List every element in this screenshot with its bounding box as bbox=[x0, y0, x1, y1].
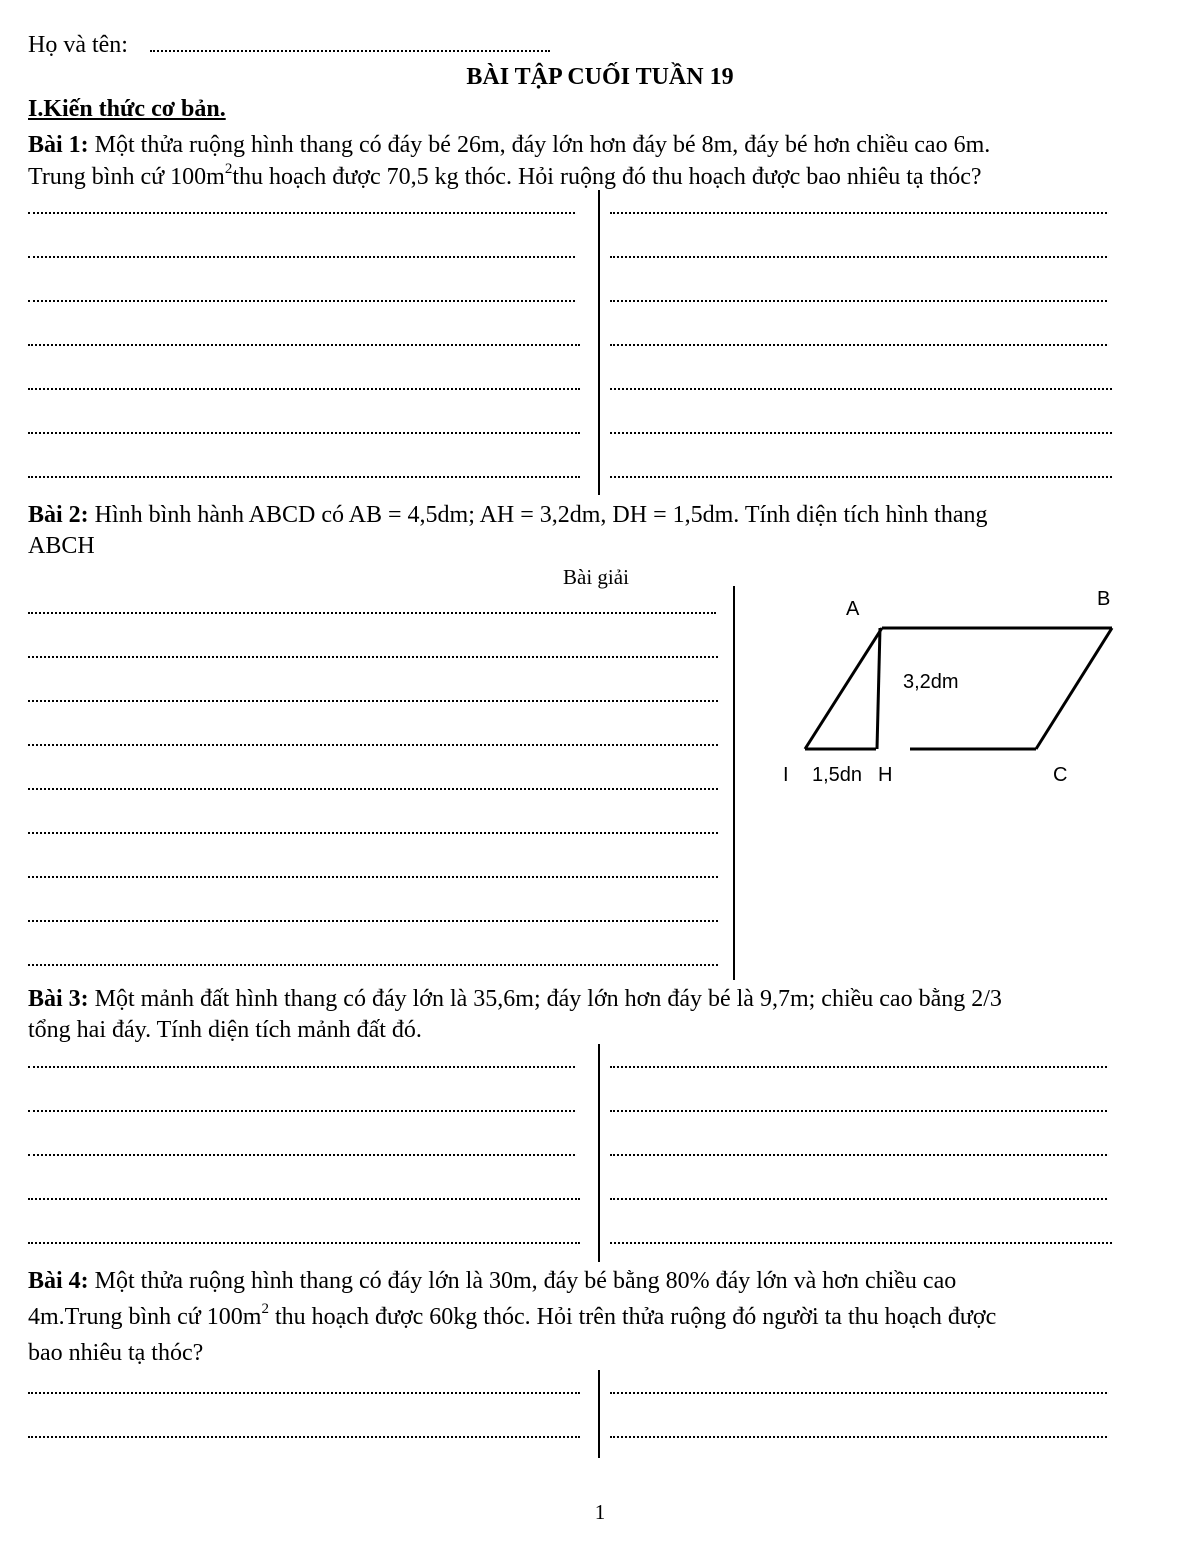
answer-line[interactable] bbox=[610, 1110, 1107, 1112]
answer-line[interactable] bbox=[28, 964, 718, 966]
answer-line[interactable] bbox=[610, 388, 1112, 390]
exercise-1-text-1: Một thửa ruộng hình thang có đáy bé 26m, đáy lớn hơn đáy bé 8m, đáy bé hơn chiều cao 6m. bbox=[88, 132, 991, 158]
side-bc bbox=[1036, 628, 1112, 749]
exercise-3-line-1 bbox=[28, 984, 1002, 1014]
vertex-c-label: C bbox=[1053, 764, 1068, 786]
height-ah bbox=[877, 628, 880, 749]
exercise-1-text-2a: Trung bình cứ 100m bbox=[28, 164, 225, 190]
answer-line[interactable] bbox=[28, 1198, 580, 1200]
vertex-d-label: I bbox=[783, 764, 789, 786]
answer-line[interactable] bbox=[610, 1242, 1112, 1244]
answer-line[interactable] bbox=[28, 1242, 580, 1244]
answer-line[interactable] bbox=[28, 212, 575, 214]
exercise-3-label: Bài 3: bbox=[28, 986, 89, 1012]
column-divider bbox=[598, 1370, 600, 1458]
answer-line[interactable] bbox=[610, 1198, 1107, 1200]
answer-line[interactable] bbox=[28, 476, 580, 478]
answer-line[interactable] bbox=[610, 1436, 1107, 1438]
exercise-4-superscript: 2 bbox=[261, 1301, 269, 1317]
exercise-4-text-2b: thu hoạch được 60kg thóc. Hỏi trên thửa ruộng đó người ta thu hoạch được bbox=[268, 1304, 997, 1330]
answer-line[interactable] bbox=[28, 920, 718, 922]
exercise-2-line-2: ABCH bbox=[28, 533, 95, 559]
exercise-4-text-2a: 4m.Trung bình cứ 100m bbox=[28, 1304, 262, 1330]
answer-line[interactable] bbox=[610, 300, 1107, 302]
answer-line[interactable] bbox=[610, 432, 1112, 434]
answer-line[interactable] bbox=[610, 1154, 1107, 1156]
exercise-1-superscript: 2 bbox=[224, 161, 233, 177]
solution-label: Bài giải bbox=[563, 565, 629, 589]
exercise-1-line-2 bbox=[28, 162, 982, 192]
exercise-2-text-1: Hình bình hành ABCD có AB = 4,5dm; AH = 3,2dm, DH = 1,5dm. Tính diện tích hình thang bbox=[88, 502, 988, 528]
vertex-h-label: H bbox=[878, 764, 893, 786]
exercise-3-line-2: tổng hai đáy. Tính diện tích mảnh đất đó. bbox=[28, 1017, 422, 1043]
section-heading: I.Kiến thức cơ bản. bbox=[28, 96, 226, 122]
column-divider bbox=[733, 586, 735, 980]
exercise-4-label: Bài 4: bbox=[28, 1268, 89, 1294]
height-label: 3,2dm bbox=[903, 671, 959, 693]
column-divider bbox=[598, 190, 600, 495]
answer-line[interactable] bbox=[28, 1436, 580, 1438]
answer-line[interactable] bbox=[28, 1154, 575, 1156]
exercise-1-text-2b: thu hoạch được 70,5 kg thóc. Hỏi ruộng đó thu hoạch được bao nhiêu tạ thóc? bbox=[232, 164, 982, 190]
answer-line[interactable] bbox=[28, 256, 575, 258]
exercise-1-line-1 bbox=[28, 130, 990, 160]
answer-line[interactable] bbox=[610, 212, 1107, 214]
page-number: 1 bbox=[594, 1500, 606, 1524]
answer-line[interactable] bbox=[610, 1066, 1107, 1068]
answer-line[interactable] bbox=[610, 1392, 1107, 1394]
answer-line[interactable] bbox=[610, 256, 1107, 258]
answer-line[interactable] bbox=[28, 700, 718, 702]
answer-line[interactable] bbox=[610, 476, 1112, 478]
answer-line[interactable] bbox=[28, 344, 580, 346]
answer-line[interactable] bbox=[28, 1110, 575, 1112]
exercise-2-line-1 bbox=[28, 500, 988, 530]
name-answer-line[interactable] bbox=[150, 50, 550, 52]
answer-line[interactable] bbox=[28, 432, 580, 434]
parallelogram-figure bbox=[760, 580, 1160, 800]
name-label: Họ và tên: bbox=[28, 32, 128, 58]
answer-line[interactable] bbox=[28, 1066, 575, 1068]
answer-line[interactable] bbox=[28, 612, 716, 614]
exercise-3-text-1: Một mảnh đất hình thang có đáy lớn là 35,6m; đáy lớn hơn đáy bé là 9,7m; chiều cao bằng 2/3 bbox=[88, 986, 1002, 1012]
answer-line[interactable] bbox=[610, 344, 1107, 346]
column-divider bbox=[598, 1044, 600, 1262]
answer-line[interactable] bbox=[28, 656, 718, 658]
page-title: BÀI TẬP CUỐI TUẦN 19 bbox=[466, 64, 734, 90]
exercise-1-label: Bài 1: bbox=[28, 132, 89, 158]
vertex-b-label: B bbox=[1097, 588, 1111, 610]
exercise-2-label: Bài 2: bbox=[28, 502, 89, 528]
answer-line[interactable] bbox=[28, 832, 718, 834]
vertex-a-label: A bbox=[846, 598, 860, 620]
answer-line[interactable] bbox=[28, 788, 718, 790]
answer-line[interactable] bbox=[28, 300, 575, 302]
exercise-4-line-3: bao nhiêu tạ thóc? bbox=[28, 1340, 204, 1366]
answer-line[interactable] bbox=[28, 876, 718, 878]
exercise-4-line-2 bbox=[28, 1302, 996, 1332]
exercise-4-text-1: Một thửa ruộng hình thang có đáy lớn là 30m, đáy bé bằng 80% đáy lớn và hơn chiều cao bbox=[88, 1268, 957, 1294]
answer-line[interactable] bbox=[28, 1392, 580, 1394]
answer-line[interactable] bbox=[28, 744, 718, 746]
dh-length-label: 1,5dn bbox=[812, 764, 863, 786]
answer-line[interactable] bbox=[28, 388, 580, 390]
side-da bbox=[805, 628, 882, 749]
exercise-4-line-1 bbox=[28, 1266, 956, 1296]
